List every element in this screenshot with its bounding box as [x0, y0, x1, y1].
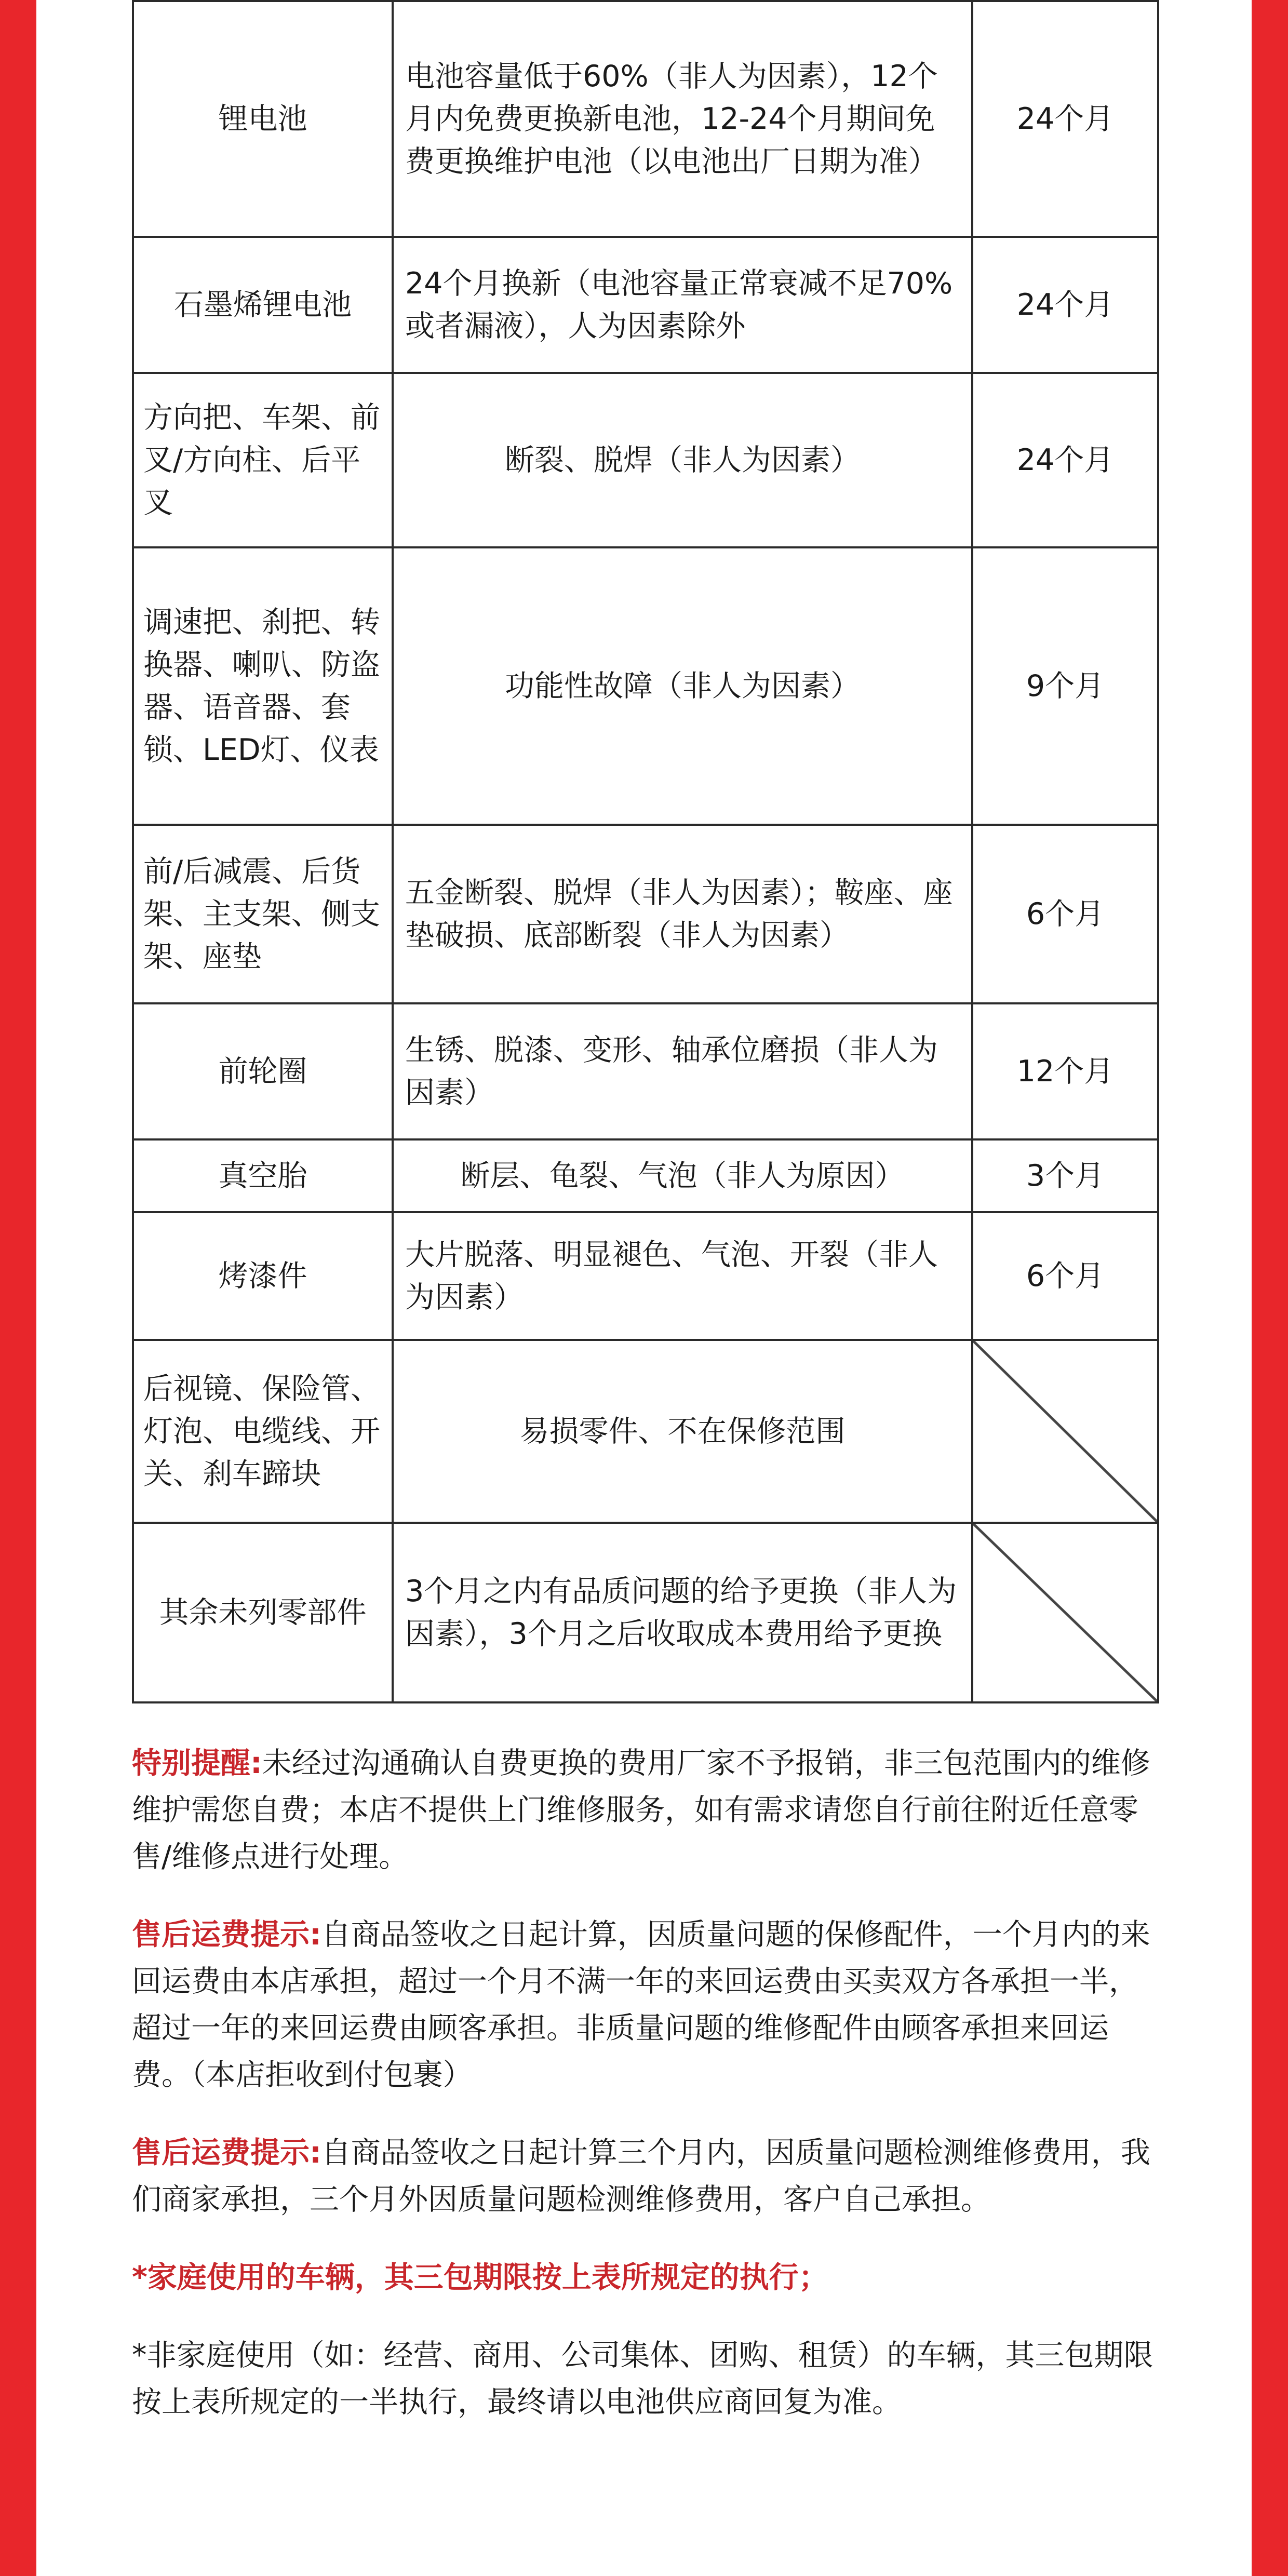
part-name: 其余未列零部件 — [133, 1523, 393, 1702]
warranty-condition: 易损零件、不在保修范围 — [393, 1340, 972, 1523]
shipping-notice-label: 售后运费提示: — [132, 1917, 321, 1952]
warranty-period: 12个月 — [972, 1003, 1158, 1139]
table-row — [133, 825, 1158, 1003]
shipping-notice-1 — [132, 1911, 1156, 2098]
warranty-condition: 电池容量低于60%（非人为因素），12个月内免费更换新电池，12-24个月期间免费更换维护电池（以电池出厂日期为准） — [393, 1, 972, 237]
table-row — [133, 547, 1158, 825]
table-row — [133, 1139, 1158, 1212]
special-reminder-label: 特别提醒: — [132, 1746, 262, 1780]
warranty-table — [132, 0, 1159, 1703]
warranty-period: 24个月 — [972, 237, 1158, 373]
table-row — [133, 1523, 1158, 1702]
warranty-condition: 生锈、脱漆、变形、轴承位磨损（非人为因素） — [393, 1003, 972, 1139]
part-name: 后视镜、保险管、灯泡、电缆线、开关、刹车蹄块 — [133, 1340, 393, 1523]
part-name: 锂电池 — [133, 1, 393, 237]
shipping-notice-text: 自商品签收之日起计算三个月内，因质量问题检测维修费用，我们商家承担，三个月外因质量问题检测维修费用，客户自己承担。 — [132, 2136, 1150, 2217]
special-reminder — [132, 1740, 1156, 1880]
warranty-condition: 3个月之内有品质问题的给予更换（非人为因素），3个月之后收取成本费用给予更换 — [393, 1523, 972, 1702]
warranty-condition: 功能性故障（非人为因素） — [393, 547, 972, 825]
table-row — [133, 373, 1158, 547]
warranty-period: 24个月 — [972, 373, 1158, 547]
part-name: 调速把、刹把、转换器、喇叭、防盗器、语音器、套锁、LED灯、仪表 — [133, 547, 393, 825]
warranty-condition: 断裂、脱焊（非人为因素） — [393, 373, 972, 547]
part-name: 烤漆件 — [133, 1212, 393, 1340]
table-row — [133, 1212, 1158, 1340]
shipping-notice-text: 自商品签收之日起计算，因质量问题的保修配件，一个月内的来回运费由本店承担，超过一个月不满一年的来回运费由买卖双方各承担一半，超过一年的来回运费由顾客承担。非质量问题的维修配件由顾客承担来回运费。（本店拒收到付包裹） — [132, 1917, 1150, 2092]
warranty-condition: 断层、龟裂、气泡（非人为原因） — [393, 1139, 972, 1212]
left-red-border — [0, 0, 36, 2576]
warranty-period: 6个月 — [972, 1212, 1158, 1340]
notes-section — [132, 1740, 1156, 2425]
diagonal-empty-cell — [972, 1523, 1158, 1702]
warranty-period: 6个月 — [972, 825, 1158, 1003]
part-name: 真空胎 — [133, 1139, 393, 1212]
warranty-period: 24个月 — [972, 1, 1158, 237]
warranty-condition: 五金断裂、脱焊（非人为因素）；鞍座、座垫破损、底部断裂（非人为因素） — [393, 825, 972, 1003]
warranty-condition: 24个月换新（电池容量正常衰减不足70%或者漏液），人为因素除外 — [393, 237, 972, 373]
part-name: 前/后减震、后货架、主支架、侧支架、座垫 — [133, 825, 393, 1003]
part-name: 石墨烯锂电池 — [133, 237, 393, 373]
shipping-notice-2 — [132, 2129, 1156, 2223]
right-red-border — [1252, 0, 1288, 2576]
part-name: 前轮圈 — [133, 1003, 393, 1139]
warranty-period: 3个月 — [972, 1139, 1158, 1212]
table-row — [133, 1340, 1158, 1523]
household-rule: *家庭使用的车辆，其三包期限按上表所规定的执行； — [132, 2260, 828, 2295]
warranty-condition: 大片脱落、明显褪色、气泡、开裂（非人为因素） — [393, 1212, 972, 1340]
special-reminder-text: 未经过沟通确认自费更换的费用厂家不予报销，非三包范围内的维修维护需您自费；本店不提供上门维修服务，如有需求请您自行前往附近任意零售/维修点进行处理。 — [132, 1746, 1150, 1874]
warranty-period: 9个月 — [972, 547, 1158, 825]
part-name: 方向把、车架、前叉/方向柱、后平叉 — [133, 373, 393, 547]
table-row — [133, 1, 1158, 237]
table-row — [133, 237, 1158, 373]
diagonal-empty-cell — [972, 1340, 1158, 1523]
table-row — [133, 1003, 1158, 1139]
non-household-rule: *非家庭使用（如：经营、商用、公司集体、团购、租赁）的车辆，其三包期限按上表所规定的一半执行，最终请以电池供应商回复为准。 — [132, 2338, 1153, 2419]
shipping-notice-label: 售后运费提示: — [132, 2136, 321, 2170]
